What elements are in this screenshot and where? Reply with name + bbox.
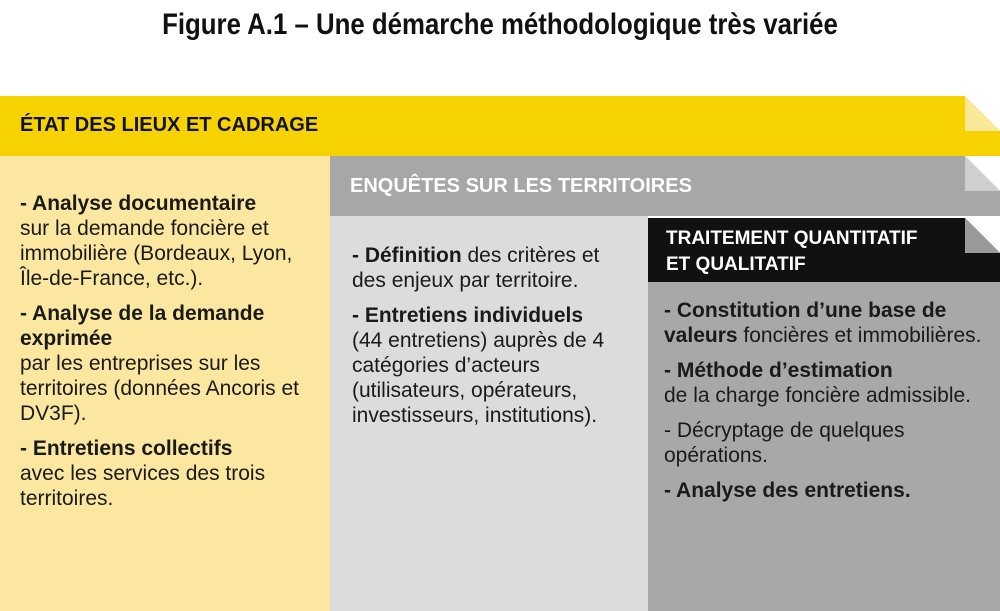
stage1-item-1-text: sur la demande foncière et immobilière (Bordeaux, Lyon, Île-de-France, etc.). [20, 217, 293, 290]
stage1-item-3-bold: - Entretiens collectifs [20, 437, 233, 460]
stage1-item-2-text: par les entreprises sur les territoires (données Ancoris et DV3F). [20, 352, 299, 425]
stage2-label: ENQUÊTES SUR LES TERRITOIRES [350, 175, 692, 197]
stage1-label: ÉTAT DES LIEUX ET CADRAGE [20, 114, 319, 136]
stage1-folded-corner [965, 96, 1000, 156]
stage1-item-1-bold: - Analyse documentaire [20, 192, 257, 215]
stage3-label-line1: TRAITEMENT QUANTITATIF [666, 228, 918, 249]
stage3-item-4 [664, 478, 984, 503]
stage2-folded-corner [965, 156, 1000, 216]
stage1-item-2 [20, 301, 320, 426]
stage1-item-3-text: avec les services des trois territoires. [20, 462, 266, 510]
stage2-item-1-text: des critères et des enjeux par territoire. [352, 244, 600, 292]
stage2-item-2-text: (44 entretiens) auprès de 4 catégories d’acteurs (utilisateurs, opérateurs, investisseurs, institutions). [352, 329, 605, 427]
stage3-item-3-text: - Décryptage de quelques opérations. [664, 419, 905, 467]
stage3-folded-corner [965, 218, 1000, 282]
stage3-item-4-bold: - Analyse des entretiens. [664, 479, 911, 502]
stage3-item-1 [664, 298, 984, 348]
stage3-item-3 [664, 418, 984, 468]
stage3-item-1-text: foncières et immobilières. [737, 324, 982, 347]
stage3-item-2-text: de la charge foncière admissible. [664, 384, 972, 407]
stage3-items [664, 298, 984, 513]
stage3-label-line2: ET QUALITATIF [666, 254, 806, 275]
stage1-item-1 [20, 191, 320, 291]
stage1-item-3 [20, 436, 320, 511]
stage3-item-2 [664, 358, 984, 408]
stage3-item-2-bold: - Méthode d’estimation [664, 359, 893, 382]
stage1-item-2-bold: - Analyse de la demande exprimée [20, 302, 265, 350]
stage3-item-1-bold: - Constitution d’une base de valeurs [664, 299, 947, 347]
stage2-item-2-bold: - Entretiens individuels [352, 304, 584, 327]
stage2-item-1-bold: - Définition [352, 244, 462, 267]
stage2-item-2 [352, 303, 637, 428]
stage2-items [352, 243, 637, 438]
stage2-item-1 [352, 243, 637, 293]
figure-title: Figure A.1 – Une démarche méthodologique très variée [162, 8, 838, 41]
stage1-items [20, 191, 320, 521]
stage3-label [666, 226, 918, 278]
